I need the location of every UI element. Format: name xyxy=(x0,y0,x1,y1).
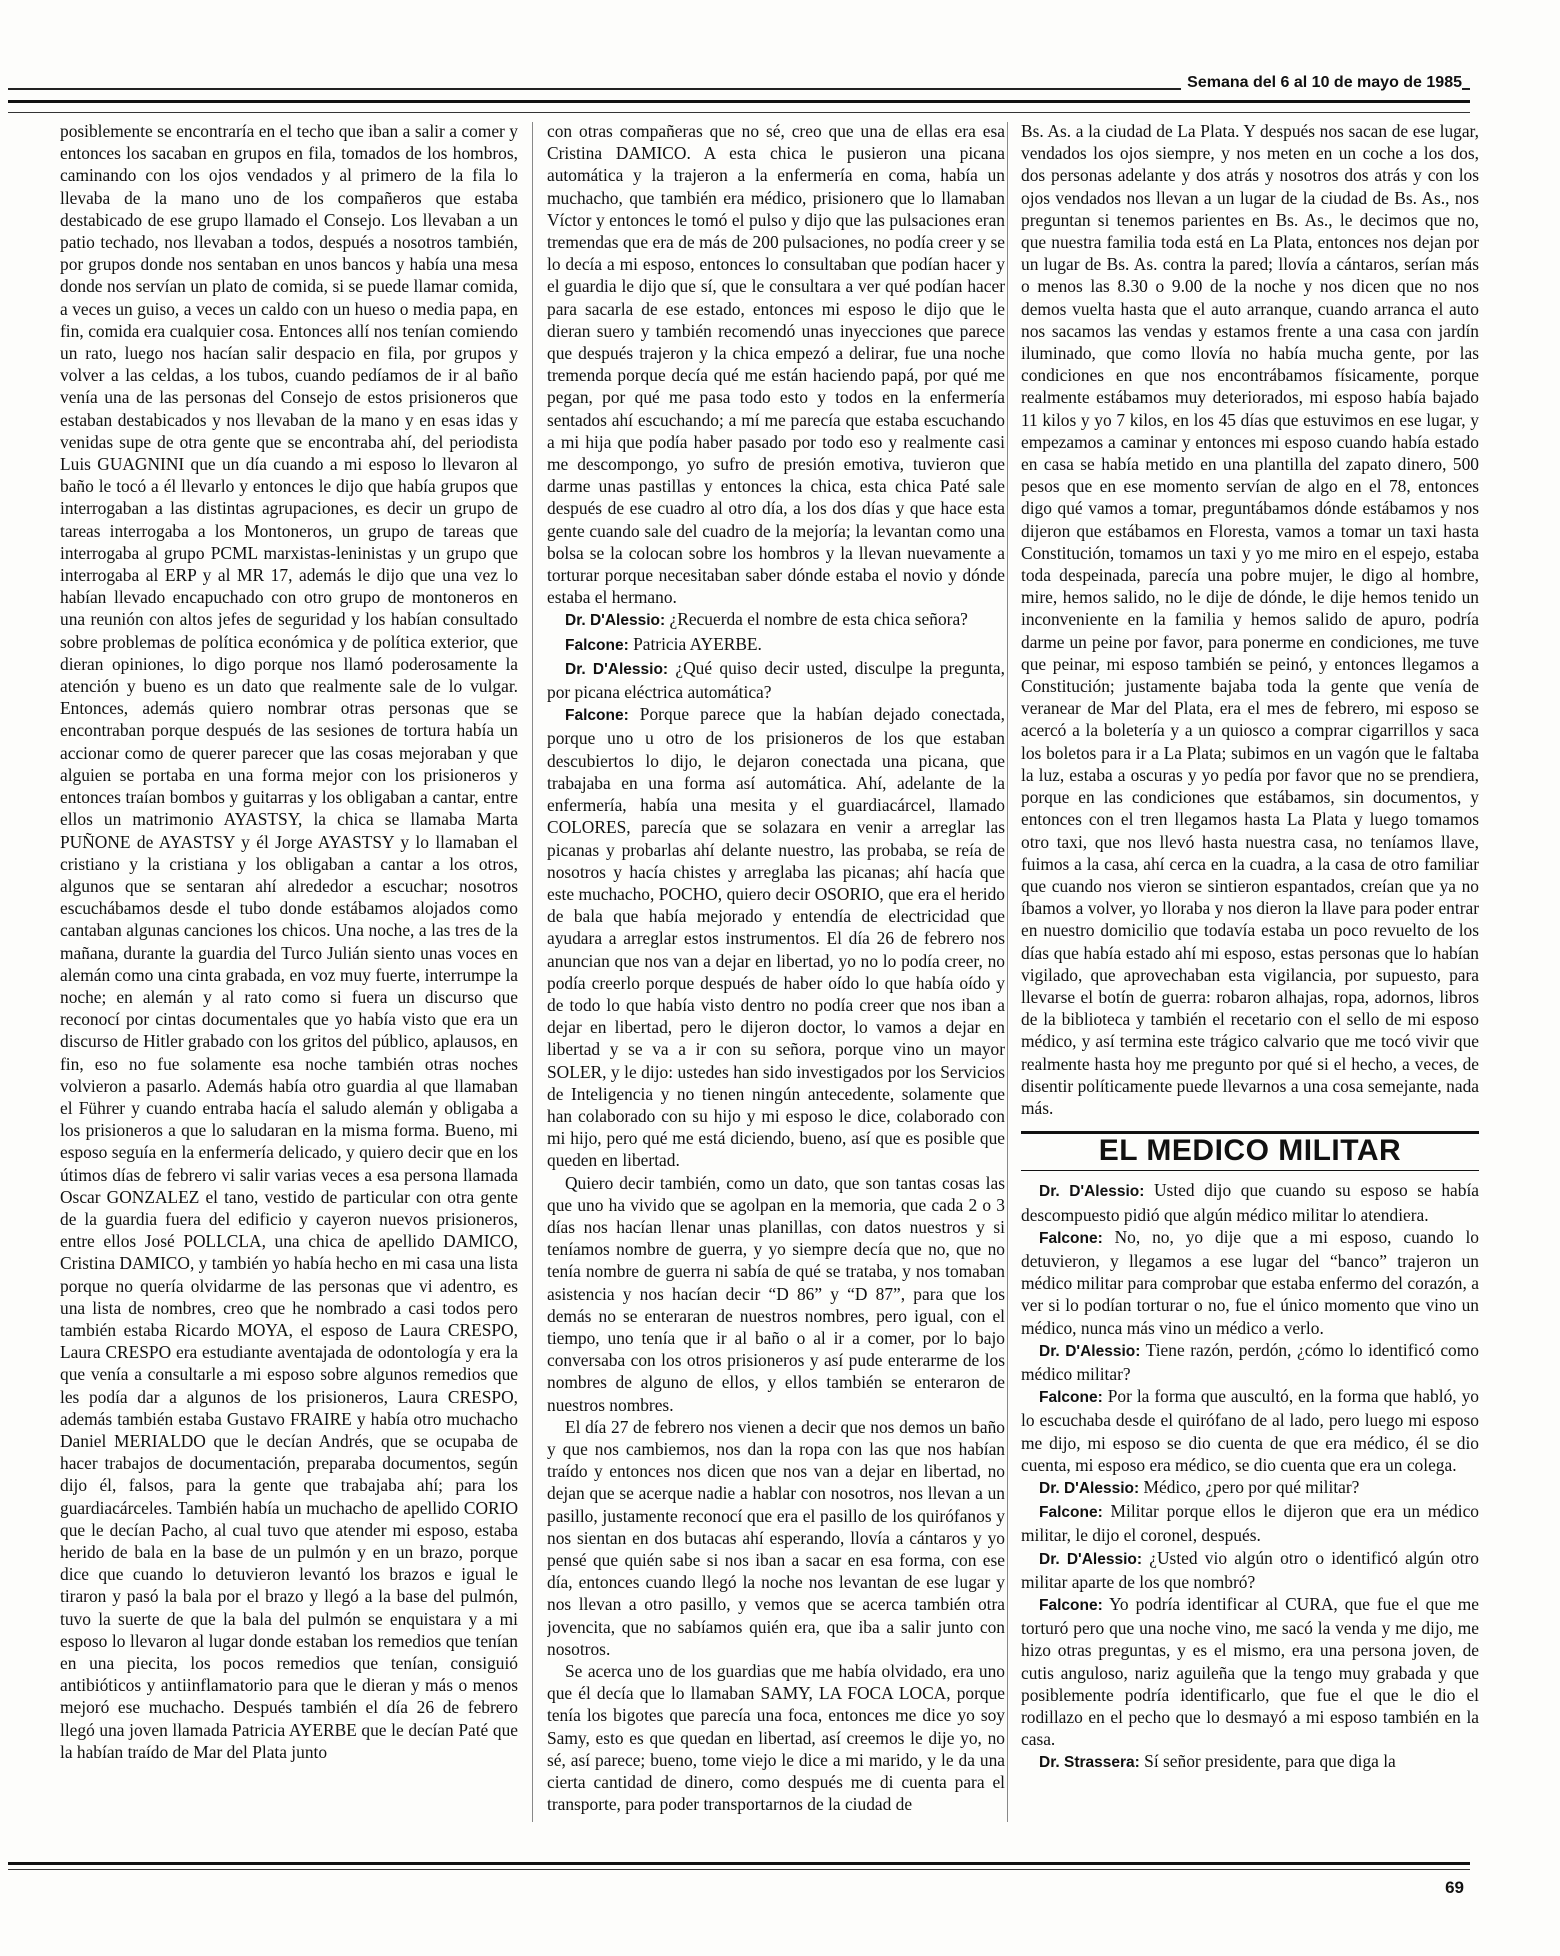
section-rule xyxy=(1021,1170,1479,1171)
speaker-label: Falcone: xyxy=(1039,1597,1103,1614)
column-1 xyxy=(60,120,518,1830)
dialogue-paragraph xyxy=(1021,1476,1479,1500)
dialogue-paragraph xyxy=(1021,1500,1479,1546)
speaker-label: Dr. D'Alessio: xyxy=(565,660,669,678)
section-title: EL MEDICO MILITAR xyxy=(1098,1134,1402,1168)
dialogue-paragraph xyxy=(1021,1547,1479,1593)
footer-rule-under xyxy=(8,1869,1470,1870)
article-columns xyxy=(60,120,1480,1830)
paragraph-text: con otras compañeras que no sé, creo que una de ellas era esa Cristina DAMICO. A esta chica le pusieron una picana automática y la trajeron a la enfermería en coma, había un muchacho, que también era médico, prisionero que lo llamaban Víctor y entonces le tomó el pulso y dijo que las pulsaciones eran tremendas que era de más de 200 pulsaciones, no podía creer y se lo decía a mi esposo, entonces lo consultaban que podían hacer y el guardia le dijo que sí, que le consultara a ver qué podían hacer para sacarla de ese estado, entonces mi esposo le dijo que le dieran suero y también recomendó unas inyecciones que parece que después trajeron y la chica empezó a delirar, fue una noche tremenda porque decía qué me están haciendo papá, por qué me pegan, por qué me pasa todo esto y todos en la enfermería sentados ahí escuchando; a mí me parecía que estaba escuchando a mi hija que podía haber pasado por todo eso y realmente casi me descompongo, yo sufro de presión emotiva, tuvieron que darme unas pastillas y entonces la chica, esta chica Paté sale después de ese cuadro al otro día, a los dos días y que hace esta gente cuando sale del cuadro de la mejoría; la levantan como una bolsa se la colocan sobre los hombros y la llevan nuevamente a torturar porque necesitaban saber dónde estaba el novio y dónde estaba el hermano. xyxy=(547,121,1005,608)
speaker-label: Falcone: xyxy=(1039,1389,1103,1407)
paragraph-text: ¿Usted vio algún otro o identificó algún otro militar aparte de los que nombró? xyxy=(1021,1547,1479,1592)
paragraph-text: El día 27 de febrero nos vienen a decir que nos demos un baño y que nos cambiemos, nos dan la ropa con las que nos habían traído y entonces nos dicen que nos van a dejar en libertad, no dejan que se acerque nadie a hablar con nosotros, nos llevan a un pasillo, justamente reconocí que era el pasillo de los quirófanos y nos sientan en dos butacas ahí esperando, llovía a cántaros y yo pensé que quién sabe si nos iban a sacar en esa forma, con ese día, entonces cuando llegó la noche nos levantan de ese lugar y nos llevan a otro pasillo, y vemos que se acerca también otra jovencita, que no sabíamos quién era, que iba a salir junto con nosotros. xyxy=(547,1416,1005,1659)
speaker-label: Falcone: xyxy=(565,636,629,654)
speaker-label: Falcone: xyxy=(1039,1229,1103,1247)
dialogue-paragraph xyxy=(1021,1593,1479,1750)
speaker-label: Dr. D'Alessio: xyxy=(1039,1550,1143,1568)
speaker-label: Falcone: xyxy=(565,707,629,725)
page-number: 69 xyxy=(1445,1878,1464,1897)
header-rule xyxy=(8,100,1470,103)
paragraph xyxy=(547,1660,1005,1815)
paragraph-text: Quiero decir también, como un dato, que son tantas cosas las que uno ha vivido que se agolpan en la memoria, que cada 2 o 3 días nos hacían llenar unas planillas, con datos nuestros y si teníamos nombre de guerra, y yo siempre decía que no, que no tenía nombre de guerra ni sabía de qué se trataba, y nos tomaban asistencia y nos hacían decir “D 86” y “D 87”, para que los demás no se enteraran de nuestros nombres, pero igual, con el tiempo, uno tenía que ir al baño o al ir a comer, por lo bajo conversaba con los otros prisioneros y así pude enterarme de los nombres de alguno de ellos, y ellos también se enteraron de nuestros nombres. xyxy=(547,1172,1005,1415)
section-dialogue xyxy=(1021,1179,1479,1774)
paragraph-text: Se acerca uno de los guardias que me había olvidado, era uno que él decía que lo llamaban SAMY, LA FOCA LOCA, porque tenía los bigotes que parecía una foca, entonces me dice yo soy Samy, esto es que quedan en libertad, así creemos le dije yo, no sé, así parece; bueno, tome viejo le dice a mi marido, y le da una cierta cantidad de dinero, como después me di cuenta para el transporte, para poder transportarnos de la ciudad de xyxy=(547,1661,1005,1815)
paragraph xyxy=(547,120,1005,608)
paragraph-text: Porque parece que la habían dejado conectada, porque uno u otro de los prisioneros de los que estaban descubiertos lo dijo, le dejaron conectada una picana, que trabajaba en una forma así automática. Ahí, adelante de la enfermería, había una mesita y el guardiacárcel, llamado COLORES, parecía que se solazara en venir a arreglar las picanas y probarlas ahí delante nuestro, las probaba, se reía de nosotros y hacía chistes y arreglaba las picanas; ahí hacía que este muchacho, POCHO, quiero decir OSORIO, que era el herido de bala que había mejorado y entendía de electricidad que ayudara a arreglar estos instrumentos. El día 26 de febrero nos anuncian que nos van a dejar en libertad, yo no lo podía creer, no podía creerlo porque después de haber oído lo que había oído y de todo lo que había visto dentro no podía creer que nos iban a dejar en libertad, pero le dijeron doctor, lo vamos a dejar en libertad y se va a ir con su señora, porque vino un mayor SOLER, y le dijo: ustedes han sido investigados por los Servicios de Inteligencia y no tienen ningún antecedente, solamente que han colaborado con su hijo y mi esposo le dice, colaborado con mi hijo, pero qué me está diciendo, bueno, así que es posible que queden en libertad. xyxy=(547,704,1005,1171)
dialogue-paragraph xyxy=(547,703,1005,1171)
footer-rule xyxy=(8,1862,1470,1865)
paragraph-text: Militar porque ellos le dijeron que era un médico militar, le dijo el coronel, después. xyxy=(1021,1501,1479,1546)
dialogue-paragraph xyxy=(1021,1226,1479,1339)
speaker-label: Dr. D'Alessio: xyxy=(1039,1342,1141,1360)
paragraph-text: Tiene razón, perdón, ¿cómo lo identificó como médico militar? xyxy=(1021,1339,1479,1384)
dialogue-paragraph xyxy=(547,657,1005,703)
paragraph-text: Sí señor presidente, para que diga la xyxy=(1139,1751,1396,1772)
dialogue-paragraph xyxy=(1021,1750,1479,1774)
column-3 xyxy=(1021,120,1479,1830)
issue-date: Semana del 6 al 10 de mayo de 1985 xyxy=(1181,74,1462,92)
header-rule-under xyxy=(8,112,1470,113)
speaker-label: Dr. D'Alessio: xyxy=(1039,1183,1145,1201)
paragraph-text: Patricia AYERBE. xyxy=(628,633,762,654)
speaker-label: Dr. D'Alessio: xyxy=(565,612,666,630)
dialogue-paragraph xyxy=(1021,1339,1479,1385)
paragraph xyxy=(547,1172,1005,1416)
speaker-label: Dr. Strassera: xyxy=(1039,1754,1140,1772)
dialogue-paragraph xyxy=(547,608,1005,632)
dialogue-paragraph xyxy=(1021,1179,1479,1225)
paragraph xyxy=(547,1416,1005,1660)
column-1-text: posiblemente se encontraría en el techo que iban a salir a comer y entonces los sacaban en grupos en fila, tomados de los hombros, caminando con los ojos vendados y al primero de la fila lo llevaba de la mano uno de los compañeros que estaba destabicado de ese grupo llamado el Consejo. Los llevaban a un patio techado, nos llevaban a todos, después a nosotros también, por grupos donde nos sentaban en unos bancos y había una mesa donde nos servían un plato de comida, si se puede llamar comida, a veces un guiso, a veces un caldo con un hueso o media papa, en fin, comida era cualquier cosa. Entonces allí nos tenían comiendo un rato, luego nos hacían salir despacio en fila, por grupos y volver a las celdas, a los tubos, cuando pedíamos de ir al baño venía una de las personas del Consejo de estos prisioneros que estaban destabicados y nos llevaban de la mano y en esas idas y venidas supe de otra gente que se encontraba ahí, del periodista Luis GUAGNINI que un día cuando a mi esposo lo llevaron al baño le tocó a él llevarlo y entonces le dijo que había grupos que interrogaban a las distintas agrupaciones, es decir un grupo de tareas interrogaba a los Montoneros, un grupo de tareas que interrogaba al grupo PCML marxistas-leninistas y un grupo que interrogaba al ERP y al MR 17, además le dijo que una vez lo habían llevado encapuchado con otro grupo de montoneros en una reunión con altos jefes de seguridad y los habían consultado sobre problemas de política económica y de política exterior, que dieran opiniones, lo digo porque nos llamó poderosamente la atención y bueno es un dato que realmente sale de lo vulgar. Entonces, además quiero nombrar otras personas que se encontraban porque después de las sesiones de tortura había un accionar como de querer parecer que las cosas mejoraban y que alguien se portaba en una forma mejor con los prisioneros y entonces traían bombos y guitarras y los obligaban a cantar, entre ellos un matrimonio AYASTSY, la chica se llamaba Marta PUÑONE de AYASTSY y él Jorge AYASTSY y lo llamaban el cristiano y la cristiana y los obligaban a cantar a los otros, algunos que se sentaran ahí alrededor a escuchar; nosotros escuchábamos desde el tubo donde estábamos alojados como cantaban algunas canciones los chicos. Una noche, a las tres de la mañana, durante la guardia del Turco Julián siento unas voces en alemán como una cinta grabada, en voz muy fuerte, interrumpe la noche; en alemán y al rato como si fuera un discurso que reconocí por cintas documentales que yo había visto que era un discurso de Hitler grabado con los gritos del público, aplausos, en fin, eso no fue solamente esa noche también otras noches volvieron a pasarlo. Además había otro guardia al que llamaban el Führer y cuando entraba hacía el saludo alemán y obligaba a los prisioneros a que lo saludaran en la misma forma. Bueno, mi esposo seguía en la enfermería delicado, y quiero decir que en los útimos días de febrero vi salir varias veces a esa persona llamada Oscar GONZALEZ el tano, vestido de particular con otra gente de la guardia fuera del edificio y cayeron nuevos prisioneros, entre ellos José POLLCLA, una chica de apellido DAMICO, Cristina DAMICO, y también yo había hecho en mi casa una lista porque no quería olvidarme de las personas que vi adentro, es una lista de nombres, creo que he nombrado a casi todos pero también estaba Ricardo MOYA, el esposo de Laura CRESPO, Laura CRESPO era estudiante aventajada de odontología y era la que venía a consultarle a mi esposo sobre algunos remedios que les podía dar a algunos de los prisioneros, Laura CRESPO, además también estaba Gustavo FRAIRE y había otro muchacho Daniel MERIALDO que le decían Andrés, que se ocupaba de hacer trabajos de documentación, preparaba documentos, según dijo él, falsos, para la gente que trabajaba ahí; para los guardiacárceles. También había un muchacho de apellido CORIO que le decían Pacho, al cual tuvo que atender mi esposo, estaba herido de bala en la base de un pulmón y en un brazo, porque dice que cuando lo detuvieron levantó los brazos e igual le tiraron y pasó la bala por el brazo y llegó a la base del pulmón, tuvo la suerte de que la bala del pulmón se enquistara y a mi esposo lo llevaron al lugar donde estaban los remedios que tenían en una piecita, los pocos remedios que tenían, consiguió antibióticos y antiinflamatorio para que le dieran y más o menos mejoró ese muchacho. Después también el día 26 de febrero llegó una joven llamada Patricia AYERBE que le decían Paté que la habían traído de Mar del Plata junto xyxy=(60,121,518,1762)
column-3-text: Bs. As. a la ciudad de La Plata. Y después nos sacan de ese lugar, vendados los ojos siempre, y nos meten en un coche a los dos, dos personas adelante y dos atrás y nosotros dos atrás y con los ojos vendados nos llevan a un lugar de la ciudad de Bs. As., nos preguntan si tenemos parientes en Bs. As., le decimos que no, que nuestra familia toda está en La Plata, entonces nos dejan por un lugar de Bs. As. contra la pared; llovía a cántaros, serían más o menos las 8.30 o 9.00 de la noche y nos dicen que no nos demos vuelta hasta que el auto arranque, cuando arranca el auto nos sacamos las vendas y estamos frente a una casa con jardín iluminado, que como llovía no había mucha gente, por las condiciones en que nos encontrábamos físicamente, porque realmente estábamos muy deteriorados, mi esposo había bajado 11 kilos y yo 7 kilos, en los 45 días que estuvimos en ese lugar, y empezamos a caminar y entonces mi esposo cuando había estado en casa se había metido en una plantilla del zapato dinero, 500 pesos que en ese momento servían de algo en el 78, entonces digo qué vamos a tomar, preguntábamos dónde estábamos y nos dijeron que estábamos en Floresta, vamos a tomar un taxi hasta Constitución, tomamos un taxi y yo me miro en el espejo, estaba toda despeinada, parecía una pobre mujer, le digo al hombre, mire, hemos salido, no le dije de dónde, le dije hemos tenido un inconveniente en la familia y hemos salido de apuro, podría darme un peine por favor, para ponerme en condiciones, me tuve que peinar, mi esposo también se peinó, y entonces llegamos a Constitución; justamente bajaba toda la gente que venía de veranear de Mar del Plata, era el mes de febrero, mi esposo se acercó a la boletería y a un quiosco a comprar cigarrillos y saca los boletos para ir a La Plata; subimos en un vagón que le faltaba la luz, estaba a oscuras y yo pedía por favor que no se prendiera, porque en las condiciones que estábamos, sin documentos, y entonces con el tren llegamos hasta La Plata y luego tomamos otro taxi, que nos llevó hasta nuestra casa, no teníamos llave, fuimos a la casa, ahí cerca en la cuadra, a la casa de otro familiar que cuando nos vieron se sintieron espantados, creían que ya no íbamos a volver, yo lloraba y nos dieron la llave para poder entrar en nuestro domicilio que todavía estaba un poco revuelto de los días que había estado ahí mi esposo, estas personas que lo habían vigilado, que aprovechaban esta vigilancia, por supuesto, para llevarse el botín de guerra: robaron alhajas, ropa, adornos, libros de la biblioteca y también el recetario con el sello de mi esposo médico, y así termina este trágico calvario que me tocó vivir que realmente hasta hoy me pregunto por qué si el hecho, a veces, de disentir políticamente puede llevarnos a una cosa semejante, nada más. xyxy=(1021,121,1479,1118)
column-divider xyxy=(532,122,533,1822)
paragraph-text: No, no, yo dije que a mi esposo, cuando lo detuvieron, y llegamos a ese lugar del “banco” trajeron un médico militar para comprobar que estaba enfermo del corazón, a ver si lo podían torturar o no, fue el único momento que vino un médico, nunca más vino un médico a verlo. xyxy=(1021,1226,1479,1338)
dialogue-paragraph xyxy=(1021,1385,1479,1476)
speaker-label: Dr. D'Alessio: xyxy=(1039,1479,1140,1497)
paragraph-text: ¿Qué quiso decir usted, disculpe la pregunta, por picana eléctrica automática? xyxy=(547,657,1005,703)
paragraph-text: Por la forma que auscultó, en la forma que habló, yo lo escuchaba desde el quirófano de al lado, pero luego mi esposo me dijo, mi esposo se dio cuenta de que era médico, él se dio cuenta, mi esposo era médico, se dio cuenta que era un colega. xyxy=(1021,1386,1479,1475)
paragraph-text: ¿Recuerda el nombre de esta chica señora? xyxy=(665,609,968,630)
speaker-label: Falcone: xyxy=(1039,1504,1103,1522)
column-divider xyxy=(1007,122,1008,1822)
column-2 xyxy=(547,120,1005,1830)
paragraph-text: Médico, ¿pero por qué militar? xyxy=(1139,1476,1360,1497)
paragraph-text: Usted dijo que cuando su esposo se había descompuesto pidió que algún médico militar lo atendiera. xyxy=(1021,1180,1479,1225)
dialogue-paragraph xyxy=(547,633,1005,657)
paragraph-text: Yo podría identificar al CURA, que fue el que me torturó pero que una noche vino, me sacó la venda y me dijo, me hizo otras preguntas, y es el mismo, era una persona joven, de cutis anguloso, nariz aguileña que la tengo muy grabada y que posiblemente podría identificarlo, que fue el que le dio el rodillazo en el pecho que lo desmayó a mi esposo también en la casa. xyxy=(1021,1594,1479,1750)
